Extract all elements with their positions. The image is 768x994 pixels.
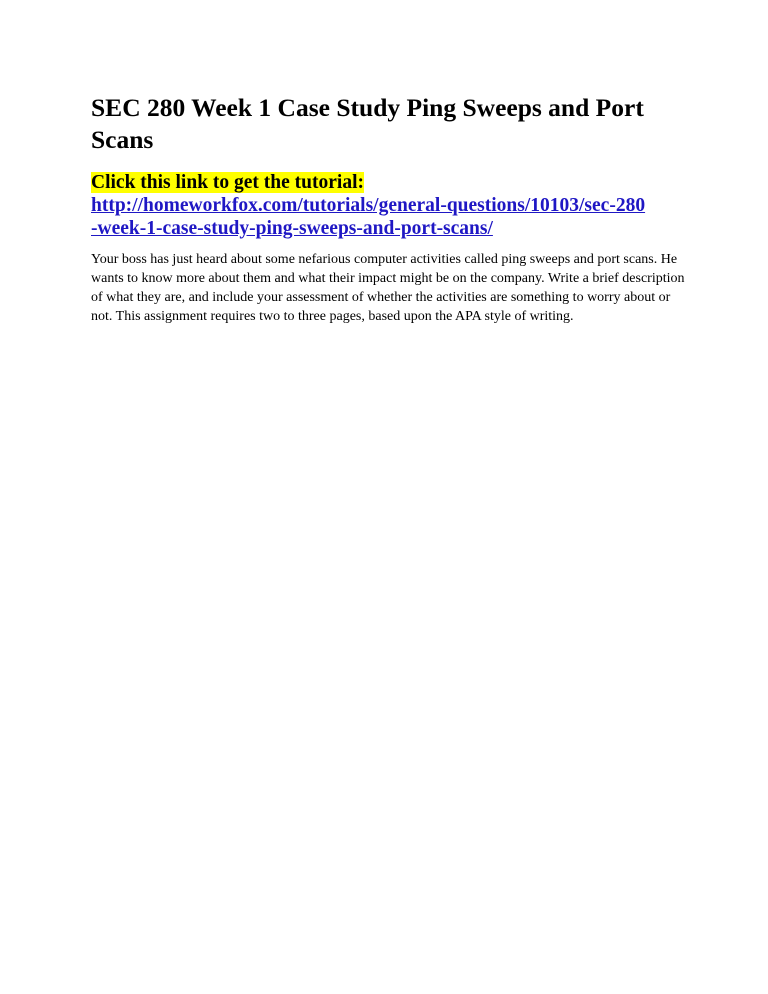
- tutorial-link[interactable]: http://homeworkfox.com/tutorials/general-questions/10103/sec-280-week-1-case-study-ping-sweeps-and-port-scans/: [91, 195, 646, 239]
- document-content: [91, 92, 691, 340]
- document-title: SEC 280 Week 1 Case Study Ping Sweeps and Port Scans: [91, 93, 644, 154]
- tutorial-link-block: [91, 171, 651, 240]
- tutorial-cta-highlight: Click this link to get the tutorial:: [91, 172, 364, 193]
- assignment-description: Your boss has just heard about some nefarious computer activities called ping sweeps and port scans. He wants to know more about them and what their impact might be on the company. Write a brief description of what they are, and include your assessment of whether the activities are something to worry about or not. This assignment requires two to three pages, based upon the APA style of writing.: [91, 252, 685, 324]
